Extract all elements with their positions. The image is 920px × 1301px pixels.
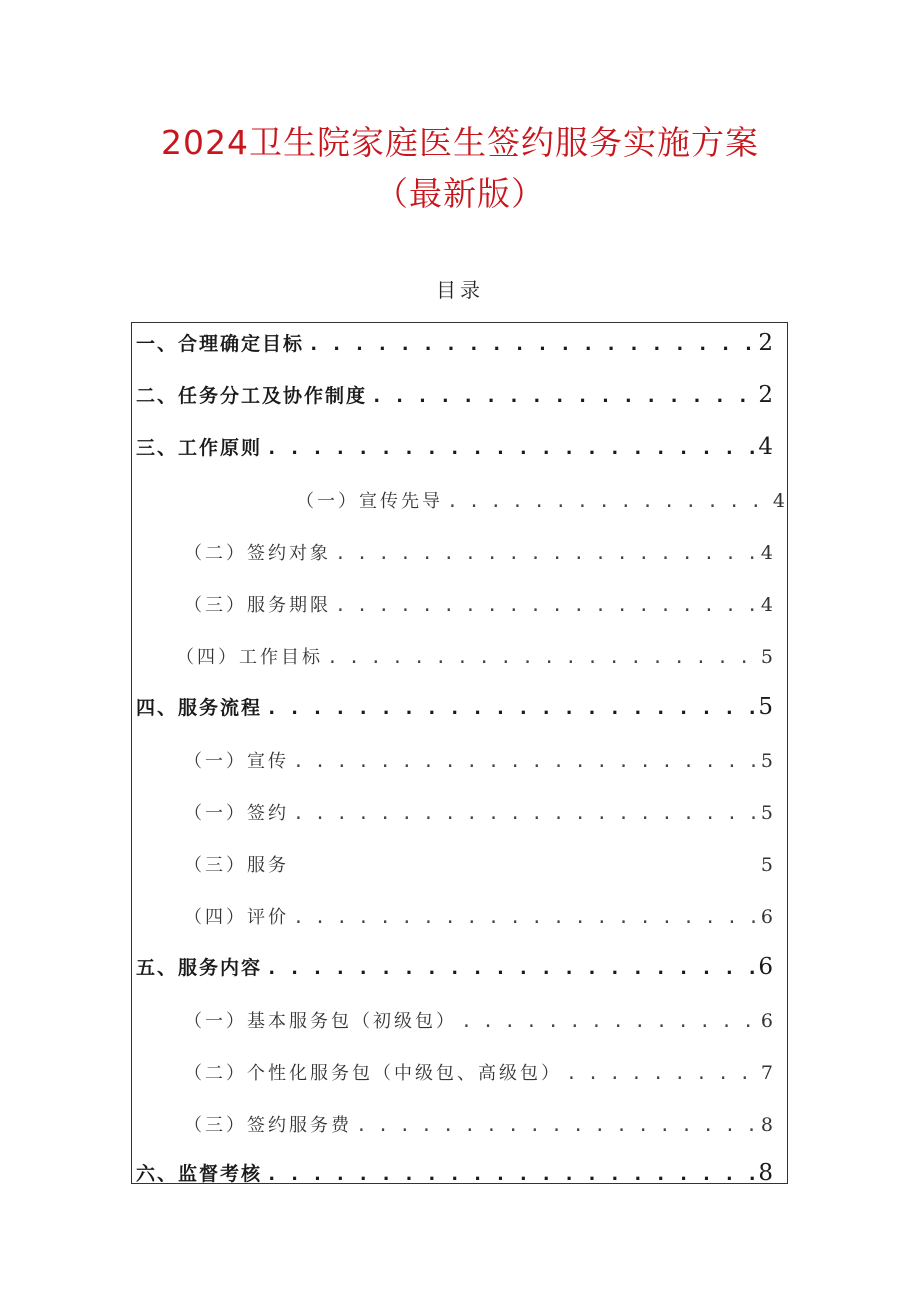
document-title-line1: 2024卫生院家庭医生签约服务实施方案 (161, 123, 759, 162)
toc-entry-page: 4 (760, 542, 773, 564)
toc-entry-page: 4 (760, 594, 773, 616)
toc-entry-label: （一）宣传 (184, 751, 289, 772)
toc-leader-dots (266, 957, 754, 979)
toc-entry-page: 5 (760, 750, 773, 772)
toc-leader-dots (327, 647, 757, 668)
toc-entry-4-2[interactable] (184, 799, 773, 825)
toc-entry-4-1[interactable] (184, 747, 773, 773)
toc-leader-dots (293, 907, 757, 928)
toc-entry-page: 2 (758, 330, 773, 356)
toc-entry-label: 一、合理确定目标 (136, 333, 305, 355)
toc-entry-3-3[interactable] (184, 591, 773, 617)
toc-entry-3-4[interactable] (176, 643, 773, 669)
toc-entry-label: （四）工作目标 (176, 647, 323, 668)
toc-leader-dots (266, 697, 754, 719)
toc-entry-label: （三）服务期限 (184, 595, 331, 616)
toc-leader-dots (293, 803, 757, 824)
toc-leader-dots (335, 595, 757, 616)
toc-entry-page: 6 (760, 906, 773, 928)
toc-entry-page: 8 (760, 1114, 773, 1136)
toc-entry-label: 五、服务内容 (136, 957, 263, 979)
toc-entry-label: 二、任务分工及协作制度 (136, 385, 368, 407)
toc-entry-page: 5 (760, 854, 773, 876)
toc-entry-2[interactable] (136, 381, 773, 408)
toc-entry-page: 4 (772, 490, 785, 512)
toc-leader-dots (461, 1011, 757, 1032)
toc-heading: 目录 (436, 278, 484, 302)
toc-entry-4[interactable] (136, 693, 773, 720)
toc-entry-5-1[interactable] (184, 1007, 773, 1033)
toc-entry-5[interactable] (136, 953, 773, 980)
toc-entry-label: （一）签约 (184, 803, 289, 824)
toc-entry-label: （二）签约对象 (184, 543, 331, 564)
toc-entry-label: （一）基本服务包（初级包） (184, 1011, 457, 1032)
toc-entry-page: 7 (760, 1062, 773, 1084)
toc-entry-4-3[interactable] (184, 851, 773, 877)
toc-entry-3[interactable] (136, 433, 773, 460)
toc-leader-dots (447, 491, 769, 512)
document-title-line2: （最新版） (375, 174, 545, 213)
toc-entry-6[interactable] (136, 1159, 773, 1186)
toc-entry-3-1[interactable] (296, 487, 785, 513)
toc-entry-label: 六、监督考核 (136, 1163, 263, 1185)
toc-entry-label: （二）个性化服务包（中级包、高级包） (184, 1063, 562, 1084)
toc-entry-label: 四、服务流程 (136, 697, 263, 719)
toc-entry-3-2[interactable] (184, 539, 773, 565)
toc-leader-dots (308, 333, 754, 355)
toc-entry-page: 2 (758, 382, 773, 408)
table-of-contents (131, 322, 788, 1184)
toc-entry-4-4[interactable] (184, 903, 773, 929)
toc-leader-dots (266, 437, 754, 459)
toc-leader-dots (335, 543, 757, 564)
toc-entry-label: （一）宣传先导 (296, 491, 443, 512)
toc-entry-5-2[interactable] (184, 1059, 773, 1085)
toc-entry-page: 6 (758, 954, 773, 980)
toc-entry-label: （三）服务 (184, 855, 289, 876)
toc-entry-5-3[interactable] (184, 1111, 773, 1137)
toc-entry-page: 8 (758, 1160, 773, 1186)
toc-entry-label: （四）评价 (184, 907, 289, 928)
toc-leader-dots (371, 385, 754, 407)
toc-entry-page: 5 (760, 646, 773, 668)
toc-entry-page: 5 (760, 802, 773, 824)
toc-leader-dots (566, 1063, 757, 1084)
toc-leader-dots (266, 1163, 754, 1185)
toc-entry-1[interactable] (136, 329, 773, 356)
toc-entry-label: 三、工作原则 (136, 437, 263, 459)
toc-leader-dots (356, 1115, 757, 1136)
toc-leader-dots (293, 751, 757, 772)
toc-entry-page: 4 (758, 434, 773, 460)
toc-entry-label: （三）签约服务费 (184, 1115, 352, 1136)
toc-entry-page: 6 (760, 1010, 773, 1032)
toc-entry-page: 5 (758, 694, 773, 720)
